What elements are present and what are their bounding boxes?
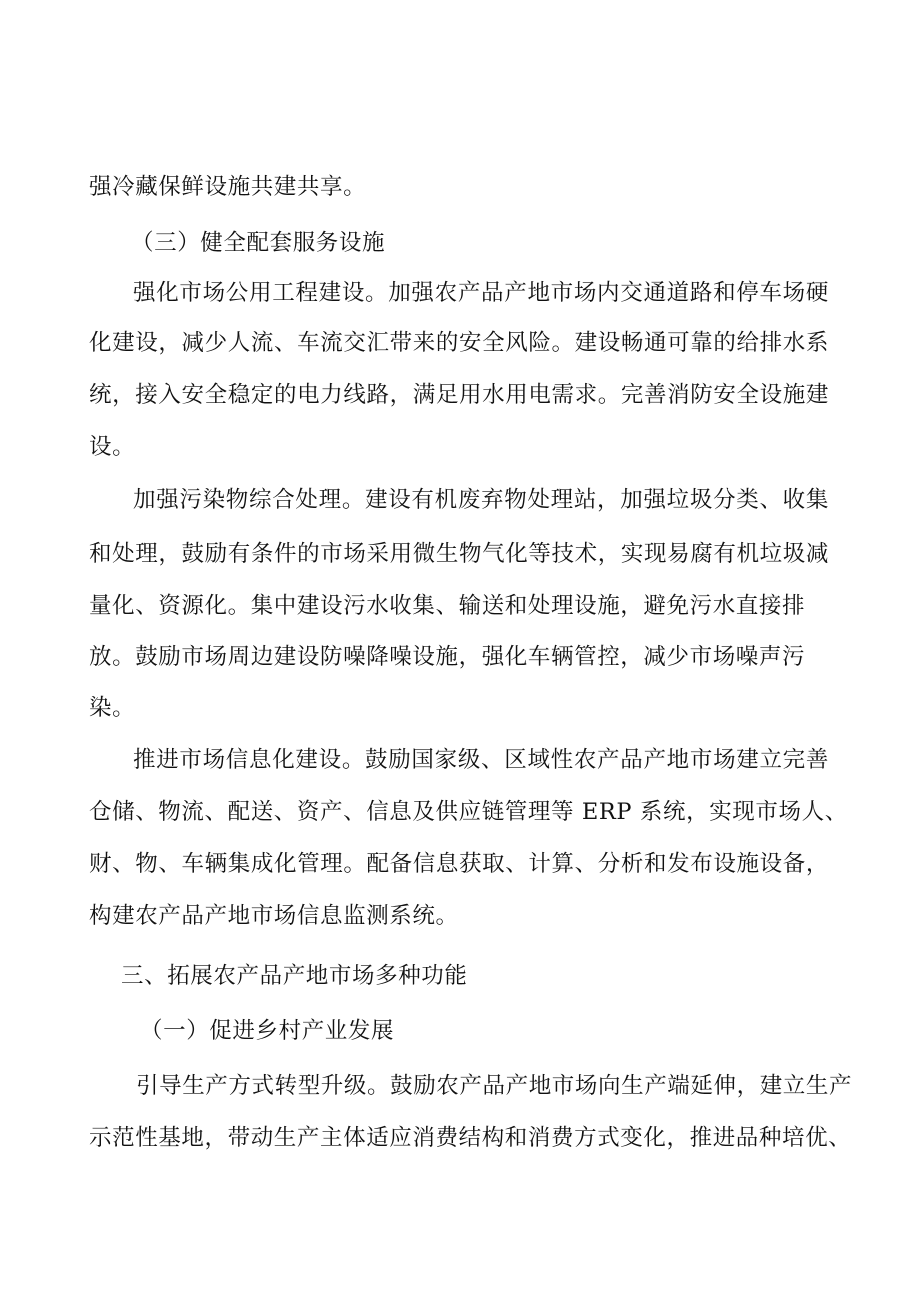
subsection-heading-3: （三）健全配套服务设施 [131, 230, 386, 256]
paragraph-line: 和处理，鼓励有条件的市场采用微生物气化等技术，实现易腐有机垃圾减 [89, 541, 829, 567]
paragraph-line: 强冷藏保鲜设施共建共享。 [89, 174, 367, 200]
paragraph-line: 染。 [89, 695, 136, 721]
paragraph-line: 构建农产品产地市场信息监测系统。 [89, 903, 459, 929]
paragraph-line: 设。 [89, 434, 136, 460]
paragraph-line: 统，接入安全稳定的电力线路，满足用水用电需求。完善消防安全设施建 [89, 382, 829, 408]
subsection-heading-1: （一）促进乡村产业发展 [140, 1018, 395, 1044]
paragraph-line: 仓储、物流、配送、资产、信息及供应链管理等 ERP 系统，实现市场人、 [89, 799, 848, 825]
paragraph-line: 加强污染物综合处理。建设有机废弃物处理站，加强垃圾分类、收集 [133, 487, 829, 513]
paragraph-line: 财、物、车辆集成化管理。配备信息获取、计算、分析和发布设施设备， [89, 851, 829, 877]
paragraph-line: 放。鼓励市场周边建设防噪降噪设施，强化车辆管控，减少市场噪声污 [89, 644, 806, 670]
paragraph-line: 量化、资源化。集中建设污水收集、输送和处理设施，避免污水直接排 [89, 593, 806, 619]
paragraph-line: 推进市场信息化建设。鼓励国家级、区域性农产品产地市场建立完善 [133, 747, 829, 773]
paragraph-line: 化建设，减少人流、车流交汇带来的安全风险。建设畅通可靠的给排水系 [89, 330, 829, 356]
paragraph-line: 示范性基地，带动生产主体适应消费结构和消费方式变化，推进品种培优、 [89, 1125, 852, 1151]
paragraph-line: 引导生产方式转型升级。鼓励农产品产地市场向生产端延伸，建立生产 [136, 1073, 853, 1099]
section-heading-3: 三、拓展农产品产地市场多种功能 [121, 963, 468, 989]
paragraph-line: 强化市场公用工程建设。加强农产品产地市场内交通道路和停车场硬 [133, 280, 829, 306]
